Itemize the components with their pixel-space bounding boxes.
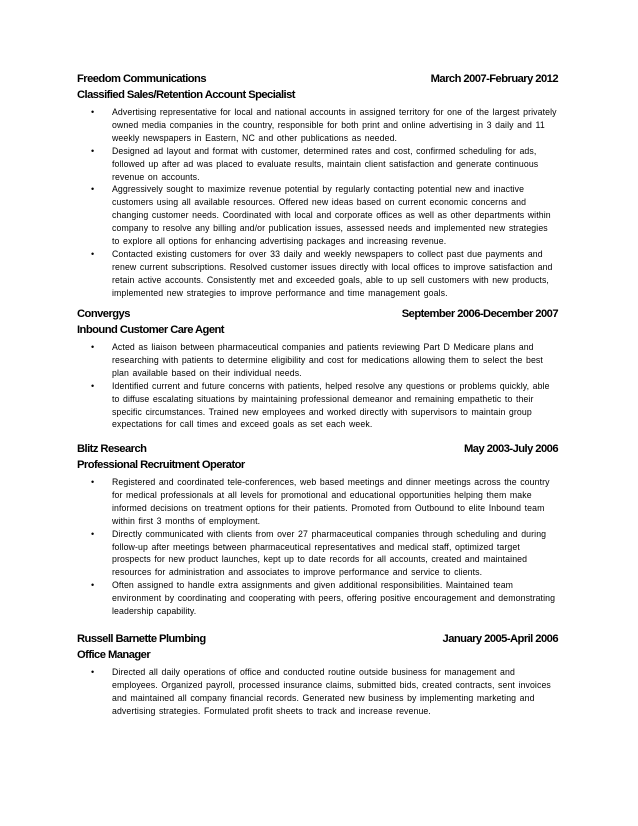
bullet-icon: • xyxy=(91,184,95,195)
duties-list xyxy=(77,666,558,718)
duties-list xyxy=(77,476,558,618)
duty-text: Advertising representative for local and national accounts in assigned territory for one of the largest privately owned media companies in the country, responsible for both print and online advertising in 3 daily and 11 weekly newspapers in Eastern, NC and other publications as needed. xyxy=(112,107,557,143)
duty-text: Aggressively sought to maximize revenue potential by regularly contacting potential new and inactive customers using all available resources. Offered new ideas based on current economic concerns and changing customer needs. Coordinated with local and corporate offices as well as other departments within company to resolve any billing and/or publication issues, assessed needs and implemented new strategies to explore all options for enhancing advertising packages and increasing revenue. xyxy=(112,184,551,247)
duty-item xyxy=(77,248,558,300)
duties-list xyxy=(77,341,558,431)
bullet-icon: • xyxy=(91,528,95,539)
duty-item xyxy=(77,106,558,145)
bullet-icon: • xyxy=(91,380,95,391)
duty-text: Directly communicated with clients from over 27 pharmaceutical companies through scheduling and during follow-up after meetings between pharmaceutical representatives and medical staff, optimized target prospects for new product launches, kept up to date records for all accounts, created and maintained resources for administration and associates to improve performance and service to clients. xyxy=(112,528,547,578)
employment-dates: September 2006-December 2007 xyxy=(401,308,558,320)
bullet-icon: • xyxy=(91,342,95,352)
employment-dates: May 2003-July 2006 xyxy=(464,443,558,455)
bullet-icon: • xyxy=(91,477,95,487)
job-header xyxy=(77,631,558,647)
company-name: Freedom Communications xyxy=(77,73,207,85)
bullet-icon: • xyxy=(91,667,95,677)
duty-text: Directed all daily operations of office and conducted routine outside business for management and employees. Organized payroll, processed insurance claims, submitted bids, created contracts, sent invoices and maintained all company financial records. Generated new business by implementing marketing and advertising strategies. Formulated profit sheets to track and increase revenue. xyxy=(112,667,551,716)
job-title: Office Manager xyxy=(77,649,151,661)
company-name: Russell Barnette Plumbing xyxy=(77,633,206,645)
job-convergys xyxy=(77,306,558,431)
job-title: Classified Sales/Retention Account Specialist xyxy=(77,89,295,101)
duty-text: Designed ad layout and format with customer, determined rates and cost, confirmed scheduling for ads, followed up after ad was placed to evaluate results, maintain client satisfaction and generate continuous revenue on accounts. xyxy=(112,145,539,182)
duties-list xyxy=(77,106,558,300)
duty-item xyxy=(77,666,558,718)
company-name: Blitz Research xyxy=(77,443,147,455)
duty-item xyxy=(77,579,558,618)
bullet-icon: • xyxy=(91,145,95,156)
job-header xyxy=(77,71,558,87)
job-title: Professional Recruitment Operator xyxy=(77,459,245,471)
employment-dates: March 2007-February 2012 xyxy=(430,73,558,85)
job-header xyxy=(77,306,558,322)
duty-text: Acted as liaison between pharmaceutical companies and patients reviewing Part D Medicare plans and researching with patients to determine eligibility and cost for medications allowing them to select the best plan available based on their individual needs. xyxy=(112,342,543,378)
company-name: Convergys xyxy=(77,308,130,320)
duty-text: Registered and coordinated tele-conferences, web based meetings and dinner meetings across the country for medical professionals at all levels for promotional and educational opportunities helping them make informed decisions on treatment options for their patients. Promoted from Outbound to elite Inbound team within first 3 months of employment. xyxy=(112,477,550,526)
duty-item xyxy=(77,145,558,184)
duty-item xyxy=(77,380,558,432)
bullet-icon: • xyxy=(91,107,95,117)
duty-item xyxy=(77,476,558,528)
job-russell-barnette-plumbing xyxy=(77,631,558,718)
job-title: Inbound Customer Care Agent xyxy=(77,324,224,336)
duty-item xyxy=(77,528,558,580)
duty-item xyxy=(77,341,558,380)
job-freedom-communications xyxy=(77,71,558,300)
employment-dates: January 2005-April 2006 xyxy=(442,633,558,645)
duty-item xyxy=(77,183,558,248)
duty-text: Identified current and future concerns with patients, helped resolve any questions or problems quickly, able to diffuse escalating situations by maintaining professional demeanor and remaining empathetic to their specific circumstances. Trained new employees and worked directly with supervisors to maintain group expectations for call times and exceed goals as set each week. xyxy=(112,380,550,430)
duty-text: Contacted existing customers for over 33 daily and weekly newspapers to collect past due payments and renew current subscriptions. Resolved customer issues directly with local offices to improve satisfaction and retain active accounts. Consistently met and exceeded goals, able to up sell customers with new products, implemented new strategies to improve performance and time management goals. xyxy=(112,248,553,298)
job-blitz-research xyxy=(77,441,558,618)
duty-text: Often assigned to handle extra assignments and given additional responsibilities. Maintained team environment by coordinating and cooperating with peers, offering positive encouragement and demonstrating leadership capability. xyxy=(112,580,556,617)
bullet-icon: • xyxy=(91,580,95,591)
job-header xyxy=(77,441,558,457)
bullet-icon: • xyxy=(91,248,95,259)
